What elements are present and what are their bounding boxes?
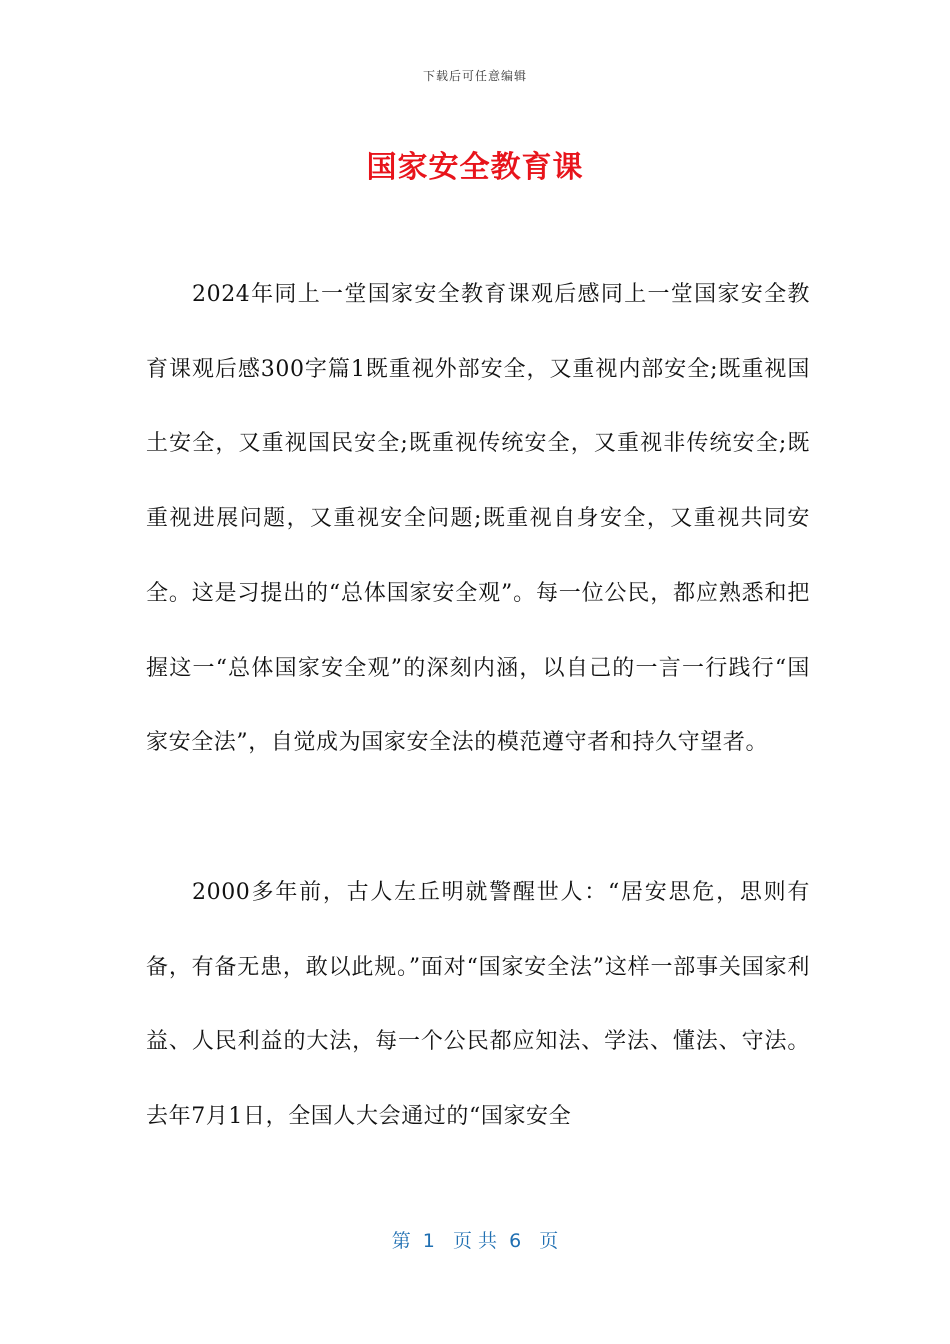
page-number-footer: 第 1 页 共 6 页 xyxy=(391,1230,559,1252)
header-note: 下载后可任意编辑 xyxy=(422,69,527,83)
document-title: 国家安全教育课 xyxy=(366,150,584,185)
body-paragraph-2: 2000多年前，古人左丘明就警醒世人：“居安思危，思则有备，有备无患，敢以此规。”面对“国家安全法”这样一部事关国家利益、人民利益的大法，每一个公民都应知法、学法、懂法、守法。去年7月1日，全国人大会通过的“国家安全 xyxy=(146,880,810,1130)
body-paragraph-1: 2024年同上一堂国家安全教育课观后感同上一堂国家安全教育课观后感300字篇1既重视外部安全，又重视内部安全;既重视国土安全，又重视国民安全;既重视传统安全，又重视非传统安全;既重视进展问题，又重视安全问题;既重视自身安全，又重视共同安全。这是习提出的“总体国家安全观”。每一位公民，都应熟悉和把握这一“总体国家安全观”的深刻内涵，以自己的一言一行践行“国家安全法”，自觉成为国家安全法的模范遵守者和持久守望者。 xyxy=(146,282,810,756)
